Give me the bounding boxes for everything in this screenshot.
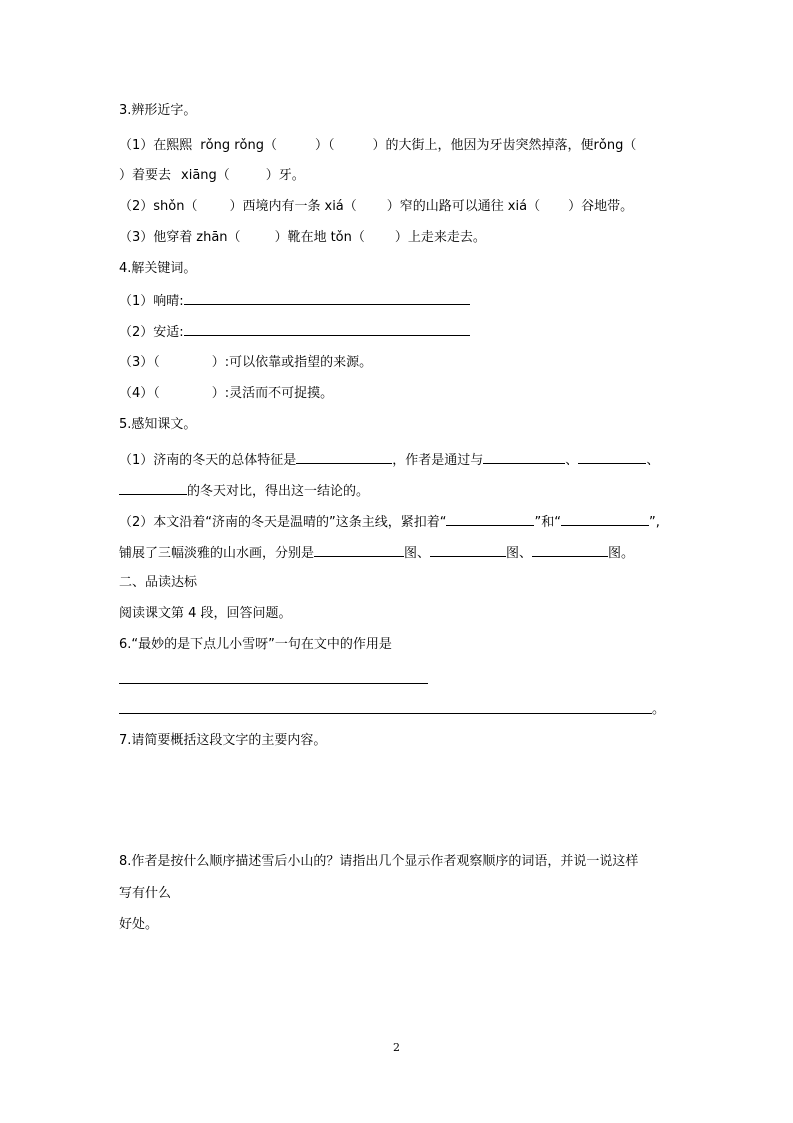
q3-l1a: （1）在熙熙 [119,138,193,153]
q3-line-4 [119,228,486,248]
q6-prompt: 6.“最妙的是下点儿小雪呀”一句在文中的作用是 [119,637,392,652]
q4-item-2 [119,321,470,343]
q5-b1: （2）本文沿着“济南的冬天是温晴的”这条主线，紧扣着“ [119,515,447,530]
answer-blank[interactable] [184,290,470,305]
q4-item-4 [119,384,333,404]
q3-line-2 [119,166,305,186]
q3-l4d: tǒn（ [330,230,365,245]
q3-l1b: rǒng rǒng（ [200,138,277,153]
section-2-intro: 阅读课文第 4 段，回答问题。 [119,606,292,621]
q6-answer-line-2[interactable] [119,713,652,714]
q4-item-3 [119,353,372,373]
q4-item-3-definition: ）:可以依靠或指望的来源。 [211,355,373,370]
q4-item-3-prefix: （3）（ [119,355,160,370]
q5-a3: 、 [565,453,579,468]
q3-line-1 [119,136,636,156]
q5-title: 5.感知课文。 [119,417,197,432]
page-number: 2 [393,1041,400,1054]
answer-blank[interactable] [184,321,470,336]
q3-l4a: （3）他穿着 [119,230,193,245]
q3-l3b: ）西境内有一条 [229,199,321,214]
answer-blank[interactable] [578,449,646,464]
answer-blank[interactable] [532,542,608,557]
answer-blank[interactable] [561,511,649,526]
answer-blank[interactable] [430,542,506,557]
q3-l2b: xiāng（ [181,168,230,183]
q3-l2c: ）牙。 [265,168,305,183]
q5-b3: ”, [648,515,660,530]
q3-l4e: ）上走来走去。 [394,230,486,245]
q8-prompt-line-2: 写有什么 [119,886,172,901]
q3-l2a: ）着要去 [119,168,172,183]
q4-item-1-label: （1）响晴: [119,294,184,309]
answer-blank[interactable] [314,542,404,557]
q5-a4: 、 [646,453,660,468]
q5-b-line-1 [119,511,660,533]
q3-l3e: xiá（ [507,199,541,214]
q3-line-3 [119,197,633,217]
q3-l1d: ）的大街上，他因为牙齿突然掉落，便 [372,138,594,153]
q8-prompt-line-1: 8.作者是按什么顺序描述雪后小山的？请指出几个显示作者观察顺序的词语，并说一说这样 [119,854,639,869]
q6-end-mark: 。 [652,702,666,717]
q4-item-4-prefix: （4）（ [119,386,160,401]
answer-blank[interactable] [119,480,187,495]
q3-l3d: ）窄的山路可以通往 [386,199,504,214]
q4-item-4-definition: ）:灵活而不可捉摸。 [211,386,334,401]
q3-l3c: xiá（ [324,199,357,214]
answer-blank[interactable] [483,449,565,464]
q5-a-line-1 [119,449,659,471]
q5-a-line-2 [119,480,369,502]
q5-b2: ”和“ [534,515,561,530]
q5-a5: 的冬天对比，得出这一结论的。 [187,484,370,499]
q3-l3a: （2）shǒn（ [119,199,198,214]
q3-l3f: ）谷地带。 [568,199,634,214]
q7-prompt: 7.请简要概括这段文字的主要内容。 [119,733,327,748]
q5-b7: 图。 [608,546,635,561]
q5-b4: 铺展了三幅淡雅的山水画，分别是 [119,546,315,561]
q3-l1e: rǒng（ [593,138,637,153]
q4-item-2-label: （2）安适: [119,325,184,340]
q8-prompt-line-3: 好处。 [119,917,159,932]
q5-a2: ，作者是通过与 [392,453,484,468]
q4-title: 4.解关键词。 [119,261,197,276]
q5-b-line-2 [119,542,634,564]
section-2-heading: 二、品读达标 [119,575,198,590]
q5-b6: 图、 [506,546,533,561]
answer-blank[interactable] [446,511,534,526]
answer-blank[interactable] [296,449,392,464]
q5-a1: （1）济南的冬天的总体特征是 [119,453,297,468]
q3-title: 3.辨形近字。 [119,103,197,118]
q3-l4c: ）靴在地 [274,230,327,245]
q4-item-1 [119,290,470,312]
q5-b5: 图、 [404,546,431,561]
q3-l4b: zhān（ [196,230,241,245]
q6-answer-line-1[interactable] [119,683,428,684]
q3-l1c: ）（ [315,138,335,153]
